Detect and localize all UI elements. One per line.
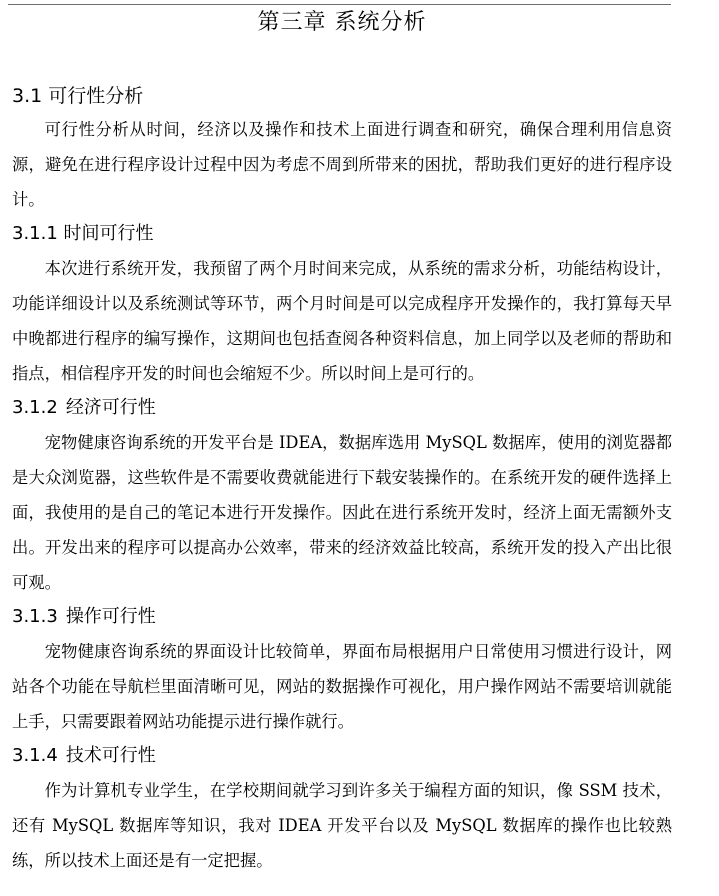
subsection-number: 3.1.2 bbox=[12, 397, 58, 418]
subsection-heading-time bbox=[12, 217, 672, 251]
chapter-title: 第三章 系统分析 bbox=[257, 10, 427, 35]
economic-feasibility-paragraph: 宠物健康咨询系统的开发平台是 IDEA，数据库选用 MySQL 数据库，使用的浏览器都是大众浏览器，这些软件是不需要收费就能进行下载安装操作的。在系统开发的硬件选择上面，我使用的是自己的笔记本进行开发操作。因此在进行系统开发时，经济上面无需额外支出。开发出来的程序可以提高办公效率，带来的经济效益比较高，系统开发的投入产出比很可观。 bbox=[12, 433, 672, 592]
subsection-title: 技术可行性 bbox=[65, 745, 156, 766]
subsection-number: 3.1.3 bbox=[12, 606, 58, 627]
section-number: 3.1 bbox=[12, 85, 43, 107]
section-heading-3-1 bbox=[12, 80, 672, 112]
subsection-heading-economic bbox=[12, 391, 672, 425]
section-intro-paragraph: 可行性分析从时间，经济以及操作和技术上面进行调查和研究，确保合理利用信息资源，避免在进行程序设计过程中因为考虑不周到所带来的困扰，帮助我们更好的进行程序设计。 bbox=[12, 120, 672, 209]
subsection-heading-operation bbox=[12, 600, 672, 634]
technical-feasibility-paragraph: 作为计算机专业学生，在学校期间就学习到许多关于编程方面的知识，像 SSM 技术，还有 MySQL 数据库等知识，我对 IDEA 开发平台以及 MySQL 数据库的操作也比较熟练，所以技术上面还是有一定把握。 bbox=[12, 781, 672, 870]
subsection-title: 经济可行性 bbox=[65, 397, 156, 418]
subsection-title: 时间可行性 bbox=[63, 223, 154, 244]
subsection-heading-technical bbox=[12, 739, 672, 773]
section-title: 可行性分析 bbox=[48, 85, 144, 107]
subsection-number: 3.1.4 bbox=[12, 745, 58, 766]
operation-feasibility-paragraph: 宠物健康咨询系统的界面设计比较简单，界面布局根据用户日常使用习惯进行设计，网站各个功能在导航栏里面清晰可见，网站的数据操作可视化，用户操作网站不需要培训就能上手，只需要跟着网站功能提示进行操作就行。 bbox=[12, 642, 672, 731]
subsection-title: 操作可行性 bbox=[65, 606, 156, 627]
subsection-number: 3.1.1 bbox=[12, 223, 58, 244]
document-page bbox=[12, 0, 672, 878]
time-feasibility-paragraph: 本次进行系统开发，我预留了两个月时间来完成，从系统的需求分析，功能结构设计，功能详细设计以及系统测试等环节，两个月时间是可以完成程序开发操作的，我打算每天早中晚都进行程序的编写操作，这期间也包括查阅各种资料信息，加上同学以及老师的帮助和指点，相信程序开发的时间也会缩短不少。所以时间上是可行的。 bbox=[12, 259, 672, 383]
